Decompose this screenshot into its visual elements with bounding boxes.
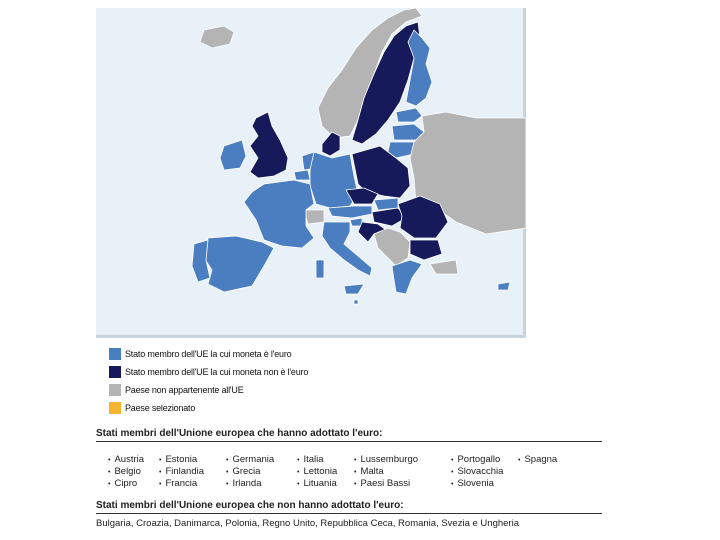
legend-item-non-euro [109,363,308,381]
map-legend [109,345,308,417]
euro-grid-empty-cell [518,466,578,477]
euro-country-name: Slovenia [457,478,494,489]
country-turkey[interactable] [430,260,458,274]
country-germany[interactable] [310,152,358,208]
euro-country-item [518,454,578,465]
bullet-icon: • [159,469,162,476]
euro-country-item [451,466,518,477]
euro-country-item [354,466,454,477]
euro-country-item [159,454,229,465]
country-switzerland[interactable] [304,210,324,224]
euro-country-name: Estonia [165,454,198,465]
bullet-icon: • [451,481,454,488]
euro-country-name: Francia [165,478,198,489]
euro-section-heading: Stati membri dell'Unione europea che hanno adottato l'euro: [96,428,602,442]
bullet-icon: • [159,481,162,488]
euro-country-item [108,454,162,465]
euro-country-name: Finlandia [165,466,205,477]
euro-country-item [451,454,521,465]
country-iceland[interactable] [200,26,234,48]
legend-swatch-non-eu [109,384,121,396]
legend-item-selected [109,399,308,417]
country-belgium[interactable] [294,170,310,180]
bullet-icon: • [297,469,300,476]
euro-country-name: Malta [360,466,384,477]
country-united-kingdom[interactable] [250,112,288,178]
euro-country-name: Slovacchia [457,466,504,477]
legend-label-euro: Stato membro dell'UE la cui moneta è l'euro [125,349,292,359]
country-ireland[interactable] [220,140,246,170]
bullet-icon: • [354,457,357,464]
euro-country-name: Grecia [232,466,261,477]
euro-country-name: Lussemburgo [360,454,419,465]
country-estonia[interactable] [396,108,422,122]
country-austria[interactable] [328,206,372,218]
bullet-icon: • [354,481,357,488]
euro-country-item [297,454,357,465]
euro-country-name: Spagna [524,454,558,465]
euro-country-item [354,454,454,465]
bullet-icon: • [451,469,454,476]
bullet-icon: • [108,457,111,464]
bullet-icon: • [354,469,357,476]
euro-country-item [159,478,229,489]
country-malta[interactable] [354,300,358,304]
country-non-eu-balkans[interactable] [374,228,410,266]
country-spain[interactable] [204,236,274,292]
euro-grid-empty-cell [518,478,578,489]
country-denmark[interactable] [322,132,340,156]
non-euro-countries-list: Bulgaria, Croazia, Danimarca, Polonia, Regno Unito, Repubblica Ceca, Romania, Svezia e Ungheria [96,518,519,529]
euro-country-item [226,454,300,465]
country-greece[interactable] [392,260,422,294]
euro-country-name: Paesi Bassi [360,478,411,489]
euro-country-item [108,466,162,477]
euro-country-name: Irlanda [232,478,262,489]
euro-country-name: Portogallo [457,454,501,465]
euro-country-item [226,478,300,489]
bullet-icon: • [226,481,229,488]
bullet-icon: • [297,481,300,488]
bullet-icon: • [297,457,300,464]
euro-country-item [297,466,357,477]
bullet-icon: • [159,457,162,464]
eu-map-panel [96,8,526,338]
euro-countries-list [108,454,588,489]
legend-label-selected: Paese selezionato [125,403,196,413]
bullet-icon: • [518,457,521,464]
bullet-icon: • [226,469,229,476]
legend-label-non-eu: Paese non appartenente all'UE [125,385,244,395]
euro-country-name: Italia [303,454,324,465]
euro-country-name: Lettonia [303,466,338,477]
euro-country-item [297,478,357,489]
euro-country-name: Lituania [303,478,337,489]
country-italy-sicily[interactable] [344,284,364,294]
country-cyprus[interactable] [498,282,510,290]
legend-item-euro [109,345,308,363]
bullet-icon: • [108,481,111,488]
europe-map [96,8,526,338]
country-france[interactable] [244,180,314,248]
euro-country-name: Cipro [114,478,138,489]
legend-item-non-eu [109,381,308,399]
bullet-icon: • [451,457,454,464]
legend-swatch-selected [109,402,121,414]
legend-swatch-euro [109,348,121,360]
country-slovenia[interactable] [350,218,362,226]
euro-country-name: Belgio [114,466,141,477]
euro-country-item [451,478,518,489]
country-bulgaria[interactable] [410,240,442,260]
legend-label-non-euro: Stato membro dell'UE la cui moneta non è l'euro [125,367,309,377]
euro-country-name: Austria [114,454,145,465]
legend-swatch-non-euro [109,366,121,378]
euro-country-item [226,466,300,477]
euro-country-item [354,478,454,489]
bullet-icon: • [226,457,229,464]
euro-country-name: Germania [232,454,275,465]
euro-country-item [159,466,229,477]
country-italy-sardinia[interactable] [316,260,324,278]
bullet-icon: • [108,469,111,476]
non-euro-section-heading: Stati membri dell'Unione europea che non hanno adottato l'euro: [96,500,602,514]
euro-country-item [108,478,162,489]
